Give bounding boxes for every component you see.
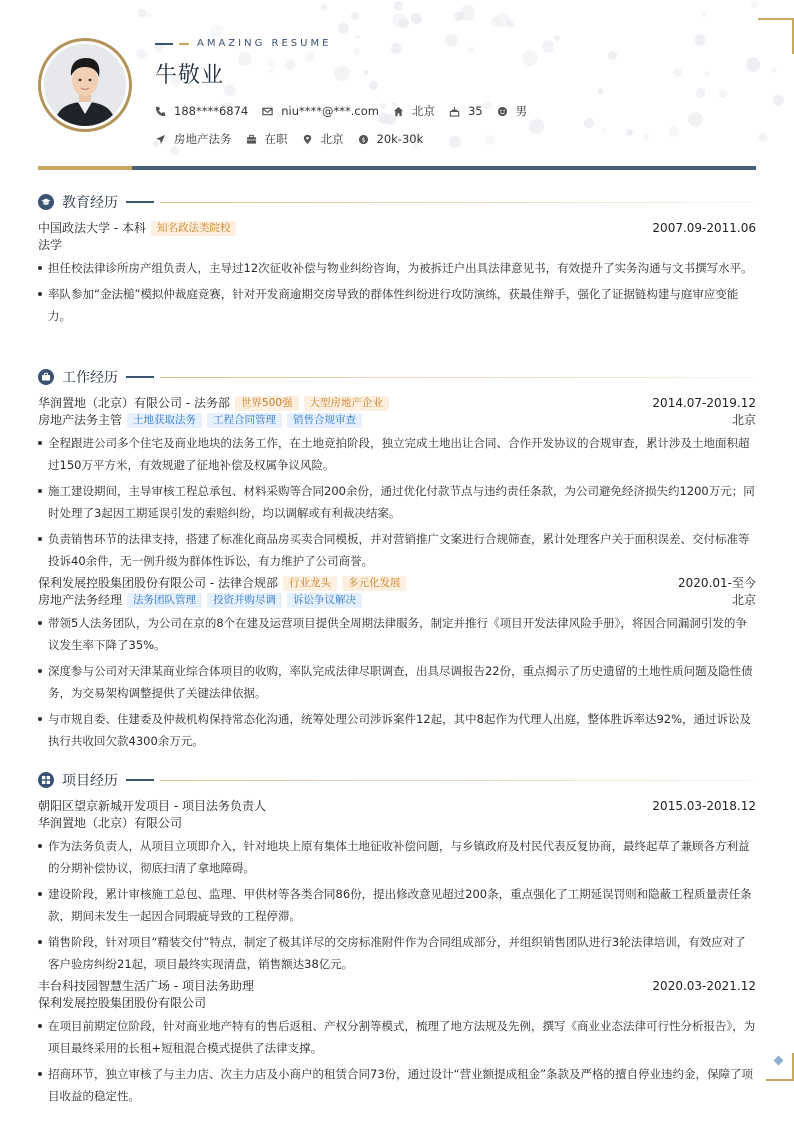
corner-ornament-top-right: [758, 18, 794, 54]
background-dot: [704, 71, 711, 78]
company-tag: 行业龙头: [283, 576, 337, 591]
background-dot: [751, 1, 758, 8]
project-bullets: [38, 835, 756, 975]
location-pin-icon: [302, 134, 313, 145]
background-dot: [136, 49, 147, 60]
section-title-education: [38, 192, 756, 212]
list-item: 带领5人法务团队，为公司在京的8个在建及运营项目提供全周期法律服务，制定并推行《项目开发法律风险手册》，将因合同漏洞引发的争议发生率下降了35%。: [38, 612, 756, 656]
background-dot: [758, 133, 768, 143]
work-bullets: [38, 612, 756, 752]
section-title-line: [160, 202, 756, 203]
svg-text:$: $: [360, 135, 366, 144]
contact-info-row: [155, 103, 541, 119]
section-title-work: [38, 367, 756, 387]
list-item: 负责销售环节的法律支持，搭建了标准化商品房买卖合同模板，并对营销推广文案进行合规筛查，累计处理客户关于面积误差、交付标准等投诉40余件，无一例升级为群体性诉讼，有力维护了公司商誉。: [38, 528, 756, 572]
background-dot: [673, 68, 682, 77]
background-dot: [338, 23, 349, 34]
work-city: 北京: [731, 593, 756, 607]
gender-text: 男: [515, 104, 528, 118]
avatar-photo: [44, 44, 126, 126]
avatar: [38, 38, 132, 132]
home-icon: [393, 106, 404, 117]
section-title-bar: [126, 201, 154, 203]
project-date: 2015.03-2018.12: [652, 799, 756, 813]
smile-icon: [497, 106, 508, 117]
briefcase-section-icon: [38, 369, 54, 385]
skill-tag: 销售合规审查: [287, 413, 362, 428]
school-name: 中国政法大学 - 本科: [38, 221, 146, 235]
project-header-row: [38, 798, 756, 815]
project-title: 朝阳区望京新城开发项目 - 项目法务负责人: [38, 799, 266, 813]
residence-text: 北京: [411, 104, 435, 118]
background-dot: [771, 67, 777, 73]
background-dot: [688, 112, 703, 127]
background-dot: [542, 40, 555, 53]
project-bullets: [38, 1015, 756, 1107]
background-dot: [392, 13, 406, 27]
target-position-text: 房地产法务: [174, 132, 232, 146]
background-dot: [644, 134, 650, 140]
background-dot: [626, 129, 633, 136]
project-entry: [38, 978, 756, 1111]
background-dot: [554, 35, 560, 41]
skill-tag: 投资并购尽调: [207, 593, 282, 608]
company-tag: 多元化发展: [342, 576, 407, 591]
background-dot: [608, 51, 617, 60]
project-header-row: [38, 978, 756, 995]
skill-tag: 土地获取法务: [127, 413, 202, 428]
section-title-text: 工作经历: [62, 370, 118, 386]
background-dot: [394, 1, 404, 11]
residence-item: [393, 103, 435, 119]
background-dot: [506, 20, 513, 27]
work-entry: [38, 395, 756, 576]
company-tag: 世界500强: [235, 396, 299, 411]
background-dot: [460, 5, 476, 21]
section-title-bar: [126, 376, 154, 378]
school-tag: 知名政法类院校: [151, 221, 237, 236]
graduation-cap-icon: [38, 194, 54, 210]
work-header-row: [38, 395, 756, 412]
work-date: 2020.01-至今: [678, 576, 756, 590]
tagline-text: AMAZING RESUME: [197, 38, 332, 49]
background-dot: [170, 146, 179, 155]
salary-text: 20k-30k: [376, 132, 424, 146]
section-title-text: 教育经历: [62, 195, 118, 211]
target-city-text: 北京: [320, 132, 344, 146]
phone-item: [155, 104, 248, 118]
target-city-item: [302, 131, 344, 147]
section-title-text: 项目经历: [62, 773, 118, 789]
work-entry: [38, 575, 756, 756]
project-date: 2020.03-2021.12: [652, 979, 756, 993]
company-name: 保利发展控股集团股份有限公司 - 法律合规部: [38, 576, 278, 590]
project-title: 丰台科技园智慧生活广场 - 项目法务助理: [38, 979, 254, 993]
tagline: [155, 38, 541, 49]
background-dot: [601, 128, 607, 134]
education-header-row: [38, 220, 756, 237]
project-company: 华润置地（北京）有限公司: [38, 816, 183, 830]
age-item: [449, 104, 483, 118]
mail-icon: [262, 106, 273, 117]
list-item: 作为法务负责人，从项目立项即介入，针对地块上原有集体土地征收补偿问题，与乡镇政府及村民代表反复协商，最终起草了兼顾各方利益的分期补偿协议，彻底扫清了拿地障碍。: [38, 835, 756, 879]
skill-tag: 诉讼争议解决: [287, 593, 362, 608]
list-item: 招商环节，独立审核了与主力店、次主力店及小商户的租赁合同73份，通过设计“营业额提成租金”条款及严格的擅自停业违约金，保障了项目收益的稳定性。: [38, 1063, 756, 1107]
work-bullets: [38, 432, 756, 572]
background-dot: [696, 88, 705, 97]
education-bullets: [38, 257, 756, 327]
work-city: 北京: [731, 413, 756, 427]
skill-tag: 工程合同管理: [207, 413, 282, 428]
candidate-name: 牛敬业: [155, 63, 225, 88]
divider-gold-segment: [38, 166, 132, 170]
list-item: 深度参与公司对天津某商业综合体项目的收购，率队完成法律尽职调查，出具尽调报告22份，重点揭示了历史遗留的土地性质问题及隐性债务，为交易架构调整提供了关键法律依据。: [38, 660, 756, 704]
list-item: 担任校法律诊所房产组负责人，主导过12次征收补偿与物业纠纷咨询，为被拆迁户出具法律意见书，有效提升了实务沟通与文书撰写水平。: [38, 257, 756, 279]
work-role-row: [38, 412, 756, 429]
divider-navy-segment: [132, 166, 756, 170]
phone-icon: [155, 106, 166, 117]
background-dot: [773, 95, 784, 106]
email-item: [262, 104, 379, 118]
send-icon: [155, 134, 166, 145]
section-title-bar: [126, 779, 154, 781]
project-entry: [38, 798, 756, 979]
section-title-line: [160, 377, 756, 378]
grid-apps-icon: [38, 772, 54, 788]
briefcase-icon: [246, 134, 257, 145]
list-item: 建设阶段，累计审核施工总包、监理、甲供材等各类合同86份，提出修改意见超过200条，重点强化了工期延误罚则和隐蔽工程质量责任条款，期间未发生一起因合同瑕疵导致的工程停滞。: [38, 883, 756, 927]
tagline-line-gold: [179, 43, 189, 45]
target-position-item: [155, 131, 232, 147]
background-dot: [702, 12, 707, 17]
background-dot: [598, 88, 604, 94]
background-dot: [351, 12, 359, 20]
cake-icon: [449, 106, 460, 117]
job-role: 房地产法务主管: [38, 413, 123, 427]
work-header-row: [38, 575, 756, 592]
work-date: 2014.07-2019.12: [652, 396, 756, 410]
person-portrait-icon: [44, 44, 126, 126]
background-dot: [694, 34, 706, 46]
list-item: 销售阶段，针对项目“精装交付”特点，制定了极其详尽的交房标准附件作为合同组成部分，并组织销售团队进行3轮法律培训，有效应对了客户验房纠纷21起，项目最终实现清盘，销售额达38亿元。: [38, 931, 756, 975]
list-item: 率队参加“金法槌”模拟仲裁庭竞赛，针对开发商逾期交房导致的群体性纠纷进行攻防演练，获最佳辩手，强化了证据链构建与庭审应变能力。: [38, 283, 756, 327]
job-status-item: [246, 131, 288, 147]
job-role: 房地产法务经理: [38, 593, 123, 607]
education-major: 法学: [38, 238, 63, 252]
skill-tag: 法务团队管理: [127, 593, 202, 608]
gender-item: [497, 103, 528, 119]
company-name: 华润置地（北京）有限公司 - 法务部: [38, 396, 230, 410]
education-date: 2007.09-2011.06: [652, 221, 756, 235]
job-status-text: 在职: [264, 132, 288, 146]
resume-header: [155, 38, 541, 147]
background-dot: [210, 25, 223, 38]
list-item: 在项目前期定位阶段，针对商业地产特有的售后返租、产权分割等模式，梳理了地方法规及先例，撰写《商业业态法律可行性分析报告》，为项目最终采用的长租+短租混合模式提供了法律支撑。: [38, 1015, 756, 1059]
email-text: niu****@***.com: [281, 104, 379, 118]
salary-item: [358, 132, 424, 146]
job-intent-row: [155, 131, 541, 147]
education-entry: [38, 220, 756, 331]
background-dot: [719, 90, 727, 98]
company-tag: 大型房地产企业: [304, 396, 390, 411]
background-dot: [668, 126, 678, 136]
phone-text: 188****6874: [174, 104, 249, 118]
header-divider: [38, 166, 756, 170]
section-title-line: [160, 780, 756, 781]
background-dot: [411, 13, 422, 24]
list-item: 全程跟进公司多个住宅及商业地块的法务工作，在土地竞拍阶段，独立完成土地出让合同、合作开发协议的合规审查，累计涉及土地面积超过150万平方米，有效规避了征地补偿及权属争议风险。: [38, 432, 756, 476]
age-text: 35: [467, 104, 483, 118]
list-item: 与市规自委、住建委及仲裁机构保持常态化沟通，统筹处理公司涉诉案件12起，其中8起作为代理人出庭，整体胜诉率达92%，通过诉讼及执行共收回欠款4300余万元。: [38, 708, 756, 752]
tagline-line-navy: [155, 43, 173, 45]
work-role-row: [38, 592, 756, 609]
background-dot: [746, 57, 761, 72]
section-title-projects: [38, 770, 756, 790]
background-dot: [321, 4, 327, 10]
money-icon: [358, 134, 369, 145]
background-dot: [584, 118, 594, 128]
list-item: 施工建设期间，主导审核工程总承包、材料采购等合同200余份，通过优化付款节点与违约责任条款，为公司避免经济损失约1200万元；同时处理了3起因工期延误引发的索赔纠纷，均以调解或有利裁决结案。: [38, 480, 756, 524]
project-company: 保利发展控股集团股份有限公司: [38, 996, 207, 1010]
